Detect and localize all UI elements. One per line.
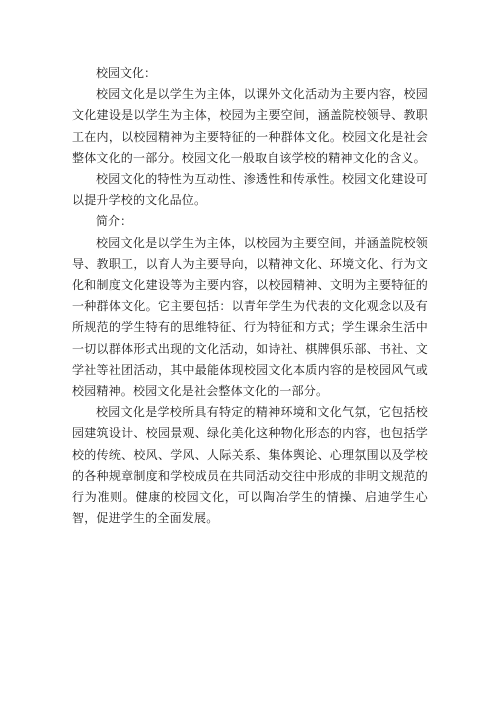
paragraph-introduction: 校园文化是以学生为主体，以校园为主要空间，并涵盖院校领导、教职工，以育人为主要导向，以精神文化、环境文化、行为文化和制度文化建设等为主要内容，以校园精神、文明为主要特征的一种群体文化。它主要包括：以青年学生为代表的文化观念以及有所规范的学生特有的思维特征、行为特征和方式；学生课余生活中一切以群体形式出现的文化活动，如诗社、棋牌俱乐部、书社、文学社等社团活动，其中最能体现校园文化本质内容的是校园风气或校园精神。校园文化是社会整体文化的一部分。 [72, 235, 428, 399]
paragraph-characteristics: 校园文化的特性为互动性、渗透性和传承性。校园文化建设可以提升学校的文化品位。 [72, 172, 428, 208]
paragraph-definition: 校园文化是以学生为主体，以课外文化活动为主要内容，校园文化建设是以学生为主体，校园为主要空间，涵盖院校领导、教职工在内，以校园精神为主要特征的一种群体文化。校园文化是社会整体文化的一部分。校园文化一般取自该学校的精神文化的含义。 [72, 87, 428, 165]
document-body [72, 63, 428, 529]
section-heading-introduction: 简介： [96, 214, 133, 229]
section-heading-campus-culture: 校园文化： [96, 66, 157, 80]
paragraph-environment: 校园文化是学校所具有特定的精神环境和文化气氛，它包括校园建筑设计、校园景观、绿化美化这种物化形态的内容，也包括学校的传统、校风、学风、人际关系、集体舆论、心理氛围以及学校的各种规章制度和学校成员在共同活动交往中形成的非明文规范的行为准则。健康的校园文化，可以陶冶学生的情操、启迪学生心智，促进学生的全面发展。 [72, 405, 428, 526]
